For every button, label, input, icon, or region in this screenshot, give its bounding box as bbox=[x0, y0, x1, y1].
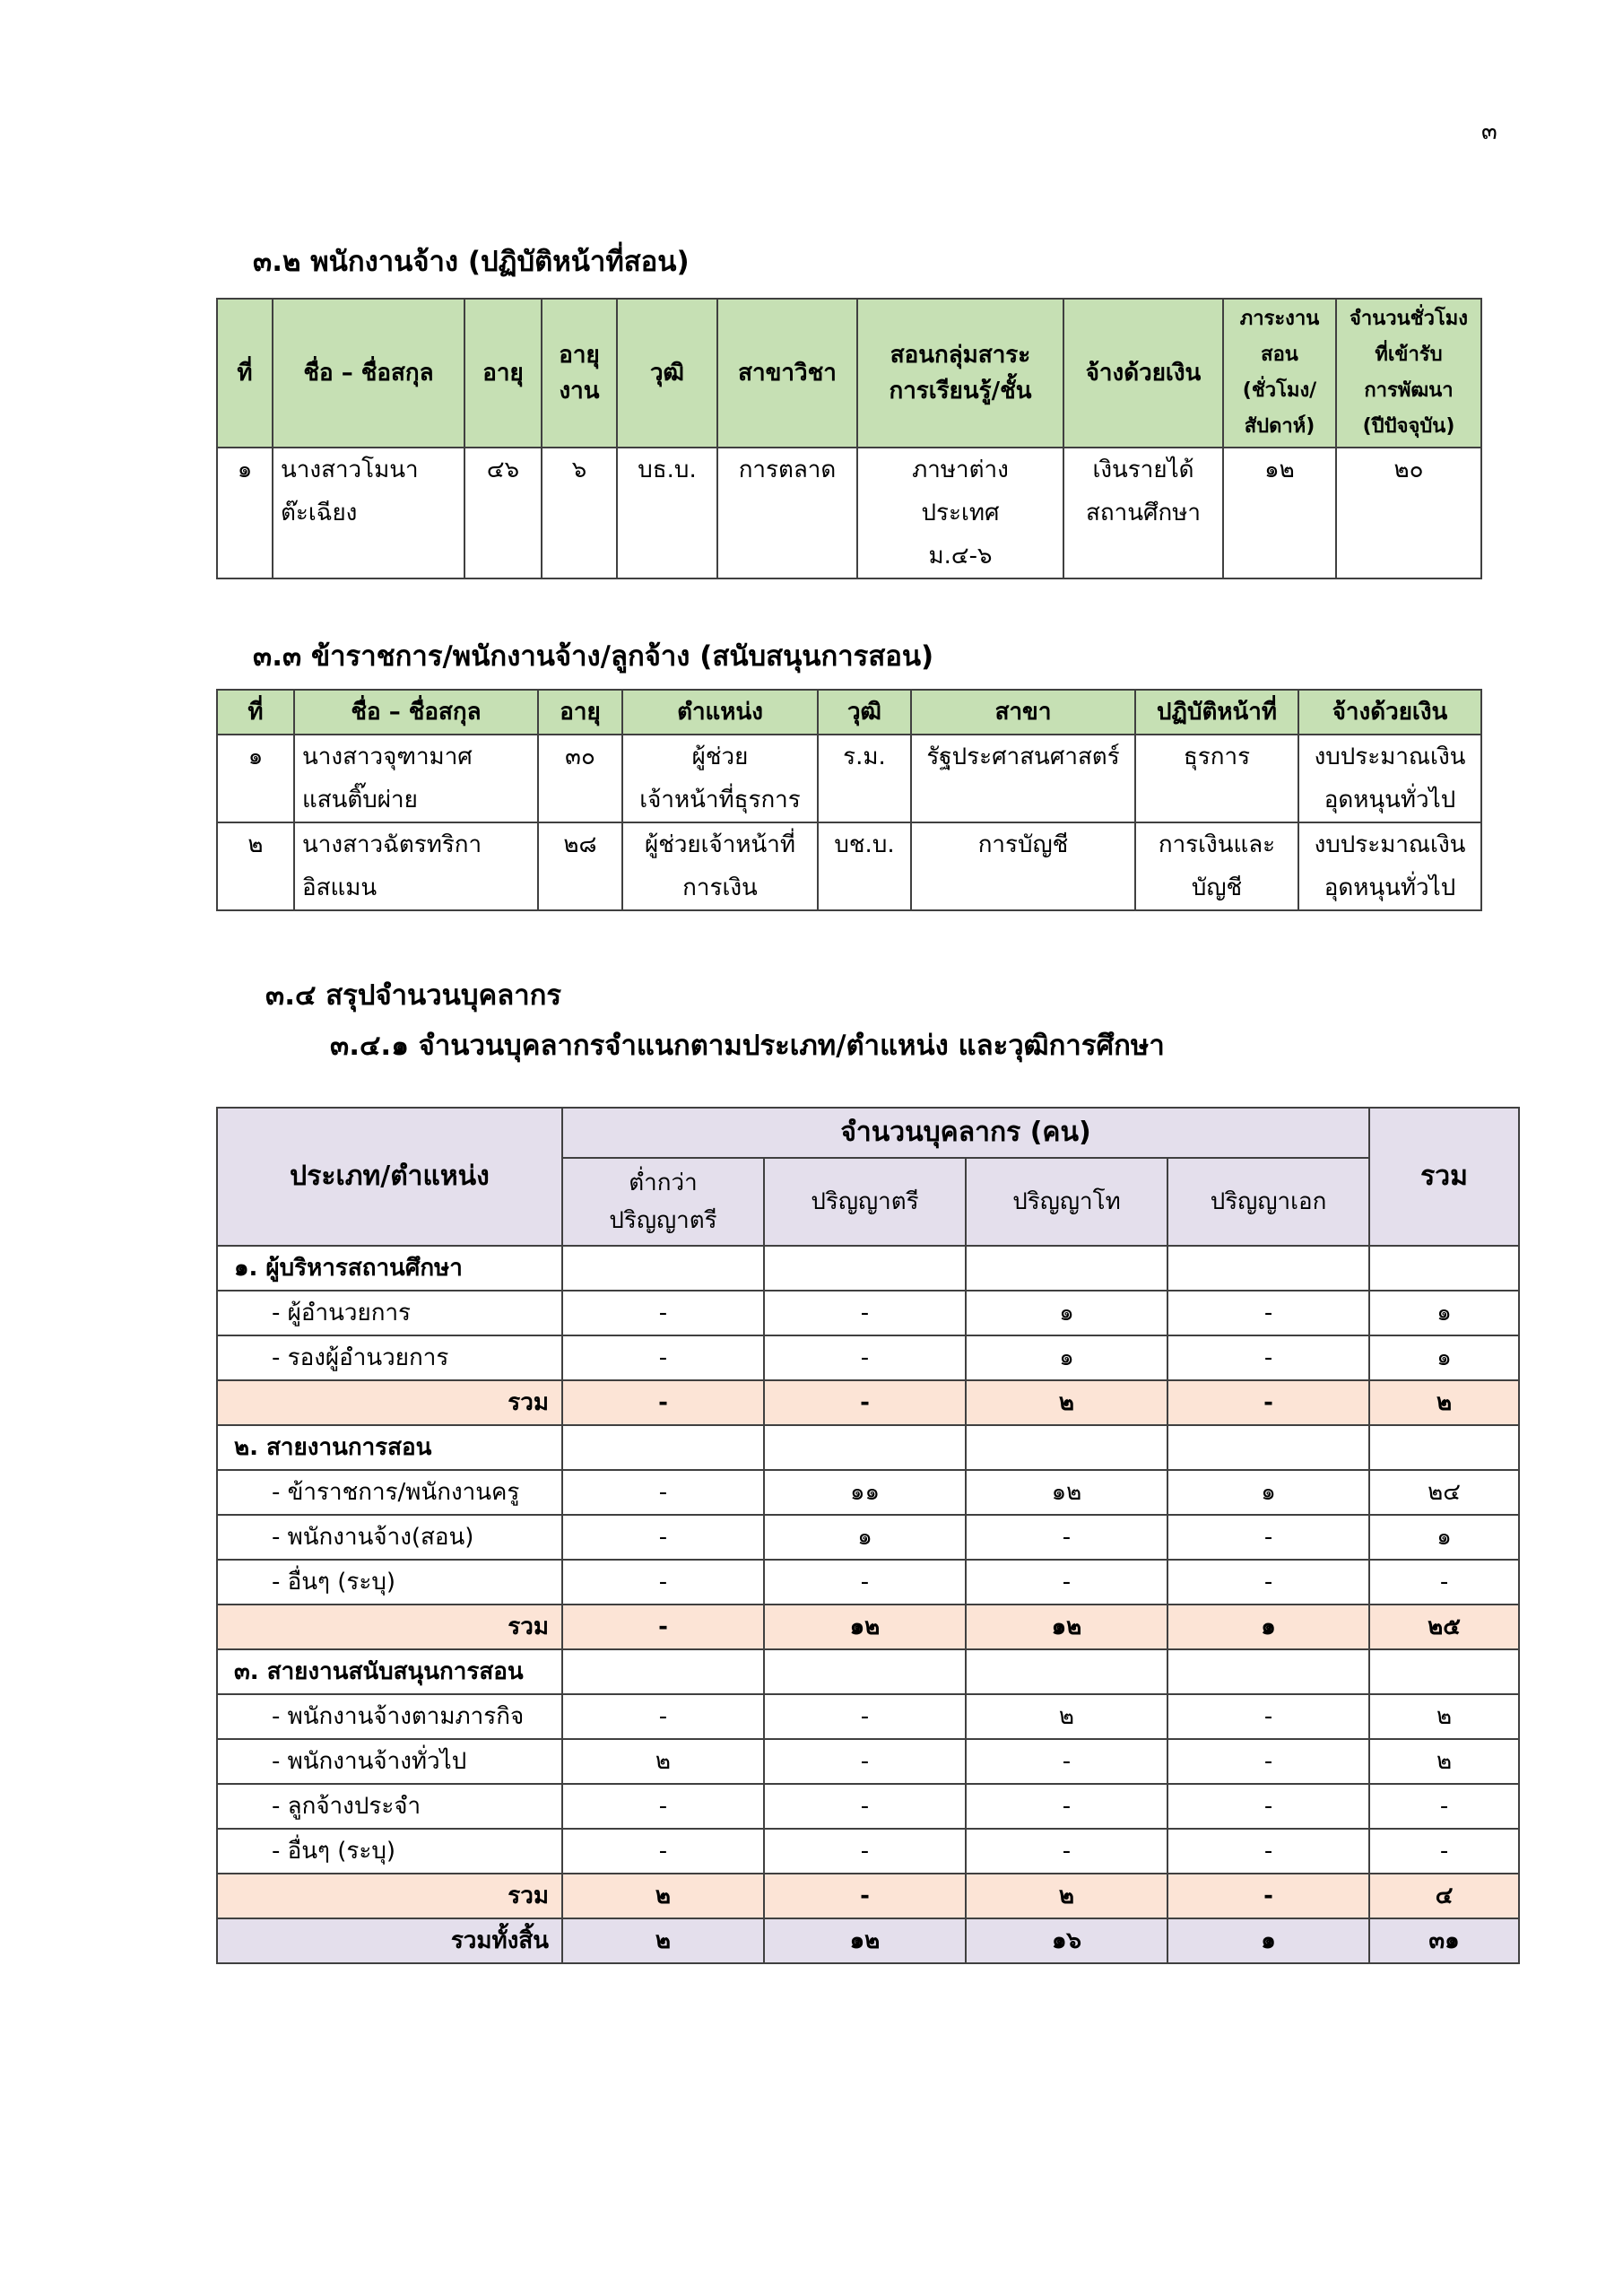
cell-value: - bbox=[1369, 1829, 1519, 1874]
col-age: อายุ bbox=[464, 299, 542, 448]
section-row bbox=[217, 1246, 1519, 1291]
cell-value: ๒ bbox=[562, 1874, 764, 1918]
row-label: - พนักงานจ้างทั่วไป bbox=[217, 1739, 562, 1784]
col-position: ตำแหน่ง bbox=[622, 690, 818, 735]
cell-value bbox=[1369, 1246, 1519, 1291]
cell-value: ๑ bbox=[1167, 1605, 1369, 1649]
cell-value: - bbox=[966, 1784, 1167, 1829]
cell-value: - bbox=[764, 1739, 966, 1784]
cell-value: - bbox=[562, 1515, 764, 1560]
cell-value: - bbox=[1167, 1784, 1369, 1829]
col-no: ที่ bbox=[217, 690, 294, 735]
cell-value bbox=[1369, 1649, 1519, 1694]
teaching-staff-table bbox=[216, 298, 1482, 579]
table-row bbox=[217, 1694, 1519, 1739]
table-row bbox=[217, 1515, 1519, 1560]
cell-value: - bbox=[1167, 1291, 1369, 1335]
cell-value: - bbox=[562, 1605, 764, 1649]
cell-value: ๑ bbox=[1167, 1918, 1369, 1963]
table-header-row bbox=[217, 1108, 1519, 1158]
col-total: รวม bbox=[1369, 1108, 1519, 1246]
col-subject: สอนกลุ่มสาระ การเรียนรู้/ชั้น bbox=[857, 299, 1063, 448]
subtotal-row bbox=[217, 1605, 1519, 1649]
col-years: อายุ งาน bbox=[542, 299, 617, 448]
cell-value: ๑ bbox=[1369, 1335, 1519, 1380]
cell-value: ๑๒ bbox=[764, 1605, 966, 1649]
col-below-bachelor: ต่ำกว่า ปริญญาตรี bbox=[562, 1158, 764, 1246]
cell-value: - bbox=[764, 1335, 966, 1380]
col-master: ปริญญาโท bbox=[966, 1158, 1167, 1246]
cell-value: - bbox=[966, 1515, 1167, 1560]
row-label: - พนักงานจ้าง(สอน) bbox=[217, 1515, 562, 1560]
cell-value: - bbox=[562, 1380, 764, 1425]
cell-value: ๒ bbox=[1369, 1694, 1519, 1739]
cell-value bbox=[966, 1425, 1167, 1470]
row-label: - อื่นๆ (ระบุ) bbox=[217, 1560, 562, 1605]
cell-value: - bbox=[1167, 1829, 1369, 1874]
cell-value: - bbox=[1369, 1560, 1519, 1605]
cell-value: ๑ bbox=[966, 1335, 1167, 1380]
cell-value bbox=[562, 1425, 764, 1470]
cell-value: - bbox=[562, 1291, 764, 1335]
row-label: รวมทั้งสิ้น bbox=[217, 1918, 562, 1963]
row-label: ๒. สายงานการสอน bbox=[217, 1425, 562, 1470]
cell-value: ๔ bbox=[1369, 1874, 1519, 1918]
cell-value: - bbox=[764, 1874, 966, 1918]
col-major: สาขา bbox=[911, 690, 1135, 735]
cell-value: - bbox=[1167, 1380, 1369, 1425]
col-funding: จ้างด้วยเงิน bbox=[1298, 690, 1481, 735]
col-major: สาขาวิชา bbox=[717, 299, 857, 448]
table-header-row bbox=[217, 690, 1481, 735]
col-degree: วุฒิ bbox=[617, 299, 717, 448]
support-staff-table bbox=[216, 689, 1482, 911]
cell-value: - bbox=[562, 1829, 764, 1874]
table-row bbox=[217, 1291, 1519, 1335]
cell-value: ๑๒ bbox=[966, 1470, 1167, 1515]
cell-value: ๒ bbox=[1369, 1739, 1519, 1784]
cell-value: ๒ bbox=[562, 1739, 764, 1784]
cell-value: - bbox=[764, 1694, 966, 1739]
subtotal-row bbox=[217, 1380, 1519, 1425]
table-row bbox=[217, 1470, 1519, 1515]
table-row bbox=[217, 1739, 1519, 1784]
cell-value: - bbox=[764, 1784, 966, 1829]
cell-value: ๑ bbox=[966, 1291, 1167, 1335]
cell-value: - bbox=[1167, 1874, 1369, 1918]
col-load: ภาระงาน สอน (ชั่วโมง/ สัปดาห์) bbox=[1223, 299, 1336, 448]
row-label: - ผู้อำนวยการ bbox=[217, 1291, 562, 1335]
subtotal-row bbox=[217, 1874, 1519, 1918]
cell-value bbox=[1167, 1649, 1369, 1694]
table-header-row bbox=[217, 299, 1481, 448]
cell-value: ๑ bbox=[1369, 1291, 1519, 1335]
row-label: - รองผู้อำนวยการ bbox=[217, 1335, 562, 1380]
row-label: - อื่นๆ (ระบุ) bbox=[217, 1829, 562, 1874]
table-row: ๑ นางสาวจุฑามาศ แสนติ๊บผ่าย ๓๐ ผู้ช่วย เจ้าหน้าที่ธุรการ ร.ม. รัฐประศาสนศาสตร์ ธุรการ งบประมาณเงิน อุดหนุนทั่วไป bbox=[217, 735, 1481, 822]
table-row: ๒ นางสาวฉัตรทริกา อิสแมน ๒๘ ผู้ช่วยเจ้าหน้าที่ การเงิน บช.บ. การบัญชี การเงินและ บัญชี งบประมาณเงิน อุดหนุนทั่วไป bbox=[217, 822, 1481, 910]
cell-value bbox=[1369, 1425, 1519, 1470]
col-duty: ปฏิบัติหน้าที่ bbox=[1135, 690, 1298, 735]
page-number: ๓ bbox=[1481, 118, 1497, 145]
section-3-4-1-heading: ๓.๔.๑ จำนวนบุคลากรจำแนกตามประเภท/ตำแหน่ง และวุฒิการศึกษา bbox=[330, 1030, 1165, 1062]
table-row bbox=[217, 1829, 1519, 1874]
cell-value: - bbox=[966, 1829, 1167, 1874]
cell-value: ๑๒ bbox=[966, 1605, 1167, 1649]
col-name: ชื่อ – ชื่อสกุล bbox=[294, 690, 538, 735]
row-label: ๓. สายงานสนับสนุนการสอน bbox=[217, 1649, 562, 1694]
cell-value: ๑๑ bbox=[764, 1470, 966, 1515]
cell-value: - bbox=[764, 1291, 966, 1335]
col-doctor: ปริญญาเอก bbox=[1167, 1158, 1369, 1246]
cell-value: - bbox=[1167, 1560, 1369, 1605]
cell-value bbox=[1167, 1425, 1369, 1470]
cell-value: - bbox=[562, 1335, 764, 1380]
cell-value: - bbox=[966, 1560, 1167, 1605]
row-label: - พนักงานจ้างตามภารกิจ bbox=[217, 1694, 562, 1739]
cell-value bbox=[764, 1425, 966, 1470]
cell-value: ๑๖ bbox=[966, 1918, 1167, 1963]
cell-value: - bbox=[764, 1380, 966, 1425]
col-dev: จำนวนชั่วโมง ที่เข้ารับ การพัฒนา (ปีปัจจุบัน) bbox=[1336, 299, 1481, 448]
cell-value: ๒๕ bbox=[1369, 1605, 1519, 1649]
table-row bbox=[217, 1784, 1519, 1829]
cell-value: ๑ bbox=[1167, 1470, 1369, 1515]
col-funding: จ้างด้วยเงิน bbox=[1063, 299, 1223, 448]
section-row bbox=[217, 1649, 1519, 1694]
cell-value: - bbox=[562, 1560, 764, 1605]
cell-value: ๑ bbox=[764, 1515, 966, 1560]
cell-value: - bbox=[1369, 1784, 1519, 1829]
cell-value: - bbox=[562, 1784, 764, 1829]
cell-value: ๑ bbox=[1369, 1515, 1519, 1560]
col-type: ประเภท/ตำแหน่ง bbox=[217, 1108, 562, 1246]
cell-value: - bbox=[1167, 1515, 1369, 1560]
cell-value: - bbox=[1167, 1694, 1369, 1739]
cell-value: - bbox=[1167, 1739, 1369, 1784]
row-label: ๑. ผู้บริหารสถานศึกษา bbox=[217, 1246, 562, 1291]
section-3-4-heading: ๓.๔ สรุปจำนวนบุคลากร bbox=[265, 979, 562, 1012]
col-count-group: จำนวนบุคลากร (คน) bbox=[562, 1108, 1369, 1158]
col-degree: วุฒิ bbox=[818, 690, 911, 735]
table-row bbox=[217, 1560, 1519, 1605]
cell-value: - bbox=[562, 1694, 764, 1739]
section-3-2-heading: ๓.๒ พนักงานจ้าง (ปฏิบัติหน้าที่สอน) bbox=[253, 246, 690, 278]
row-label: รวม bbox=[217, 1380, 562, 1425]
cell-value: ๒ bbox=[966, 1380, 1167, 1425]
cell-value: - bbox=[562, 1470, 764, 1515]
cell-value: ๒ bbox=[562, 1918, 764, 1963]
col-age: อายุ bbox=[538, 690, 622, 735]
row-label: - ข้าราชการ/พนักงานครู bbox=[217, 1470, 562, 1515]
row-label: รวม bbox=[217, 1605, 562, 1649]
section-row bbox=[217, 1425, 1519, 1470]
cell-value: ๒ bbox=[966, 1874, 1167, 1918]
cell-value: - bbox=[764, 1829, 966, 1874]
summary-body bbox=[217, 1246, 1519, 1963]
cell-value bbox=[966, 1246, 1167, 1291]
cell-value: - bbox=[764, 1560, 966, 1605]
cell-value: - bbox=[1167, 1335, 1369, 1380]
cell-value: ๒๔ bbox=[1369, 1470, 1519, 1515]
section-3-3-heading: ๓.๓ ข้าราชการ/พนักงานจ้าง/ลูกจ้าง (สนับสนุนการสอน) bbox=[253, 640, 934, 673]
cell-value bbox=[764, 1649, 966, 1694]
table-row: ๑ นางสาวโมนา ต๊ะเฉียง ๔๖ ๖ บธ.บ. การตลาด ภาษาต่าง ประเทศ ม.๔-๖ เงินรายได้ สถานศึกษา ๑๒ ๒๐ bbox=[217, 448, 1481, 578]
cell-value bbox=[562, 1649, 764, 1694]
grand-total-row bbox=[217, 1918, 1519, 1963]
cell-value bbox=[764, 1246, 966, 1291]
table-row bbox=[217, 1335, 1519, 1380]
cell-value: ๒ bbox=[966, 1694, 1167, 1739]
cell-value: ๒ bbox=[1369, 1380, 1519, 1425]
col-name: ชื่อ – ชื่อสกุล bbox=[273, 299, 464, 448]
col-bachelor: ปริญญาตรี bbox=[764, 1158, 966, 1246]
row-label: รวม bbox=[217, 1874, 562, 1918]
cell-value bbox=[1167, 1246, 1369, 1291]
cell-value bbox=[562, 1246, 764, 1291]
personnel-summary-table bbox=[216, 1107, 1520, 1964]
cell-value: ๑๒ bbox=[764, 1918, 966, 1963]
cell-value: - bbox=[966, 1739, 1167, 1784]
cell-value: ๓๑ bbox=[1369, 1918, 1519, 1963]
col-no: ที่ bbox=[217, 299, 273, 448]
row-label: - ลูกจ้างประจำ bbox=[217, 1784, 562, 1829]
cell-value bbox=[966, 1649, 1167, 1694]
